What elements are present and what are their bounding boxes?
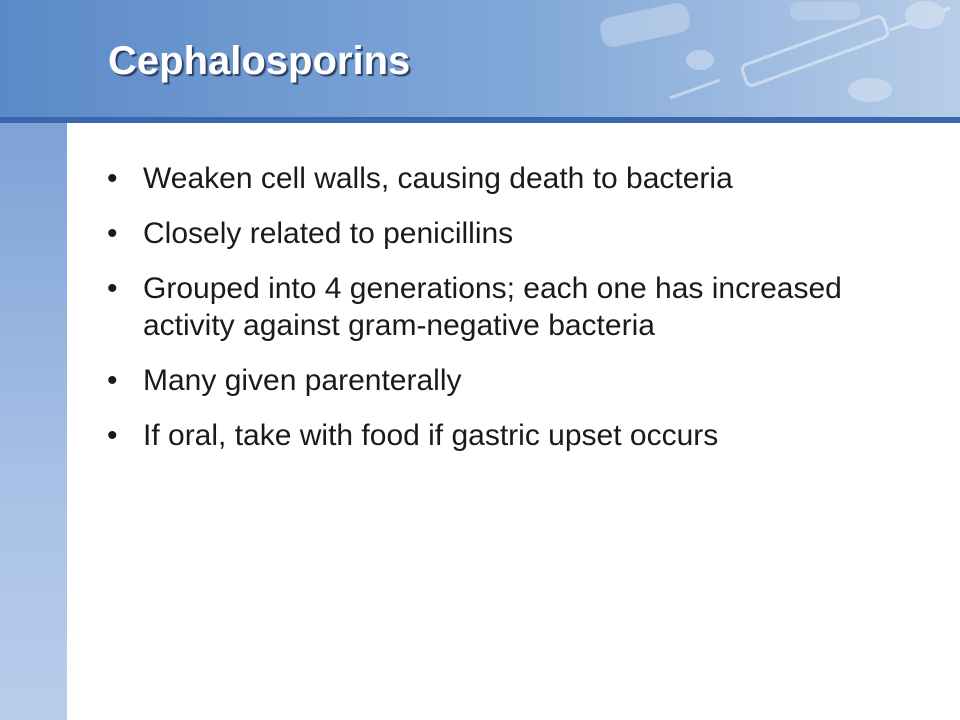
bullet-text: Many given parenterally — [143, 364, 462, 397]
bullet-list — [105, 160, 925, 472]
bullet-icon: • — [107, 272, 118, 305]
left-side-bar — [0, 123, 67, 720]
bullet-item — [105, 417, 925, 454]
bullet-icon: • — [107, 162, 118, 195]
bullet-text: Closely related to penicillins — [143, 217, 514, 250]
slide-title: Cephalosporins — [108, 39, 411, 83]
header-divider — [0, 117, 960, 123]
bullet-text: Weaken cell walls, causing death to bacteria — [143, 162, 733, 195]
bullet-item — [105, 215, 925, 252]
bullet-text: If oral, take with food if gastric upset occurs — [143, 419, 719, 452]
bullet-icon: • — [107, 419, 118, 452]
bullet-icon: • — [107, 217, 118, 250]
bullet-item — [105, 362, 925, 399]
bullet-item — [105, 270, 925, 344]
bullet-item — [105, 160, 925, 197]
bullet-icon: • — [107, 364, 118, 397]
title-banner — [0, 0, 960, 118]
medical-supplies-decoration — [540, 0, 960, 118]
bullet-text: Grouped into 4 generations; each one has increased activity against gram-negative bacteria — [143, 272, 842, 342]
